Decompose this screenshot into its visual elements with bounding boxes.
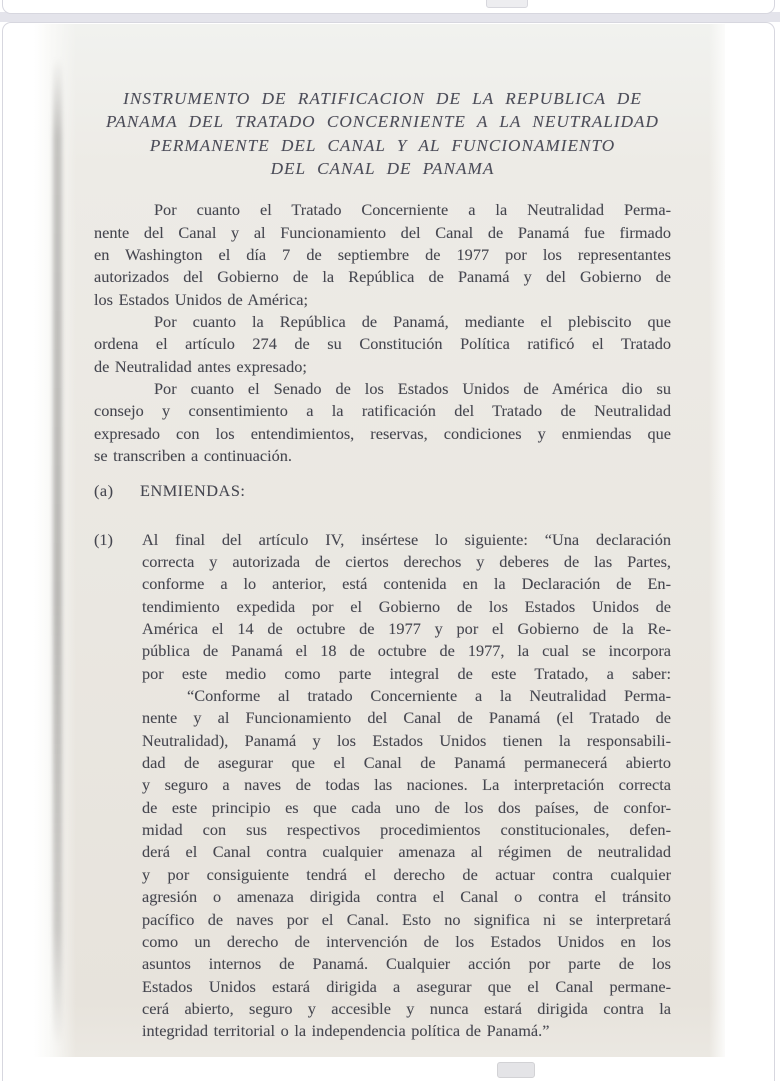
text-line: nente y al Funcionamiento del Canal de Panamá (el Tratado de (142, 708, 671, 728)
text-line: Al final del artículo IV, insértese lo siguiente: “Una declaración (142, 529, 671, 549)
text-line: ordena el artículo 274 de su Constitución Política ratificó el Tratado (94, 334, 671, 354)
section-title: ENMIENDAS: (140, 481, 246, 501)
text-line: “Conforme al tratado Concerniente a la Neutralidad Perma- (187, 686, 671, 706)
text-line: América el 14 de octubre de 1977 y por el Gobierno de la Re- (142, 619, 671, 639)
text-line: por este medio como parte integral de este Tratado, a saber: (142, 663, 671, 683)
text-line: Por cuanto la República de Panamá, mediante el plebiscito que (154, 311, 671, 331)
item-paragraph-1 (142, 529, 671, 685)
text-line: correcta y autorizada de ciertos derechos y deberes de las Partes, (142, 552, 671, 571)
document-panel (2, 22, 775, 1081)
text-line: integridad territorial o la independencia política de Panamá.” (142, 1021, 550, 1041)
document-page (34, 24, 725, 1057)
text-line: INSTRUMENTO DE RATIFICACION DE LA REPUBLICA DE (123, 89, 642, 108)
document-title (94, 87, 671, 180)
text-line: expresado con los entendimientos, reservas, condiciones y enmiendas que (94, 423, 671, 443)
text-line: consejo y consentimiento a la ratificación del Tratado de Neutralidad (94, 401, 671, 421)
text-line: conforme a lo anterior, está contenida en la Declaración de En- (142, 574, 671, 594)
text-line: Por cuanto el Tratado Concerniente a la Neutralidad Perma- (154, 200, 671, 220)
text-line: agresión o amenaza dirigida contra el Canal o contra el tránsito (142, 887, 671, 907)
text-line: se transcriben a continuación. (94, 445, 292, 465)
text-line: pacífico de naves por el Canal. Esto no significa ni se interpretará (142, 909, 671, 929)
section-heading (94, 480, 725, 502)
text-line: PANAMA DEL TRATADO CONCERNIENTE A LA NEUTRALIDAD (106, 112, 659, 132)
item-number: (1) (94, 529, 113, 549)
text-line: dad de asegurar que el Canal de Panamá permanecerá abierto (142, 753, 671, 773)
text-line: derá el Canal contra cualquier amenaza al régimen de neutralidad (142, 842, 671, 862)
panel-drag-handle-bottom[interactable] (497, 1062, 535, 1078)
text-line: nente del Canal y al Funcionamiento del Canal de Panamá fue firmado (94, 222, 671, 242)
text-line: cerá abierto, seguro y accesible y nunca estará dirigida contra la (142, 998, 671, 1018)
text-line: autorizados del Gobierno de la República de Panamá y del Gobierno de (94, 267, 671, 287)
text-line: asuntos internos de Panamá. Cualquier acción por parte de los (142, 954, 671, 974)
text-line: Estados Unidos estará dirigida a asegurar que el Canal permane- (142, 976, 671, 996)
text-line: los Estados Unidos de América; (94, 289, 309, 309)
text-line: como un derecho de intervención de los Estados Unidos en los (142, 931, 671, 951)
preamble-paragraph-1 (94, 199, 671, 311)
text-line: DEL CANAL DE PANAMA (270, 158, 495, 178)
text-line: y seguro a naves de todas las naciones. La interpretación correcta (142, 775, 671, 795)
panel-drag-handle-top[interactable] (486, 0, 528, 8)
text-line: PERMANENTE DEL CANAL Y AL FUNCIONAMIENTO (149, 135, 616, 155)
preamble-paragraph-2 (94, 311, 671, 378)
section-label: (a) (94, 481, 114, 501)
amendment-item-1 (94, 529, 671, 1043)
text-line: midad con sus respectivos procedimientos constitucionales, defen- (142, 820, 671, 840)
text-line: Neutralidad), Panamá y los Estados Unidos tienen la responsabili- (142, 730, 671, 750)
upper-panel-edge (2, 0, 775, 14)
text-line: tendimiento expedida por el Gobierno de los Estados Unidos de (142, 596, 671, 616)
text-line: de Neutralidad antes expresado; (94, 356, 307, 376)
item-text (142, 529, 671, 1043)
text-line: Por cuanto el Senado de los Estados Unidos de América dio su (154, 378, 671, 398)
item-paragraph-2 (142, 685, 671, 1043)
text-line: pública de Panamá el 18 de octubre de 1977, la cual se incorpora (142, 641, 671, 661)
text-line: de este principio es que cada uno de los dos países, de confor- (142, 797, 671, 817)
preamble-paragraph-3 (94, 378, 671, 467)
text-line: en Washington el día 7 de septiembre de 1977 por los representantes (94, 244, 671, 264)
scanned-document-image (34, 24, 725, 1057)
text-line: y por consiguiente tendrá el derecho de actuar contra cualquier (142, 864, 671, 884)
